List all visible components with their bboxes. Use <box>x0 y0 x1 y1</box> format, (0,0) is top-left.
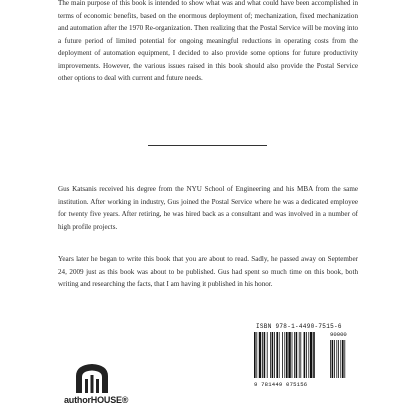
description-paragraph: The main purpose of this book is intended to show what was and what could have been accomplished in terms of economic benefits, based on the enormous deployment of; mechanization, fixed mechanization and automation after the 1970 Re-organization. Then realizing that the Postal Service will be moving into a future period of limited potential for ongoing meaningful reductions in operating costs from the deployment of automation equipment, I decided to also provide some options for future productivity improvements. However, the various issues raised in this book should also provide the Postal Service other options to deal with current and future needs. <box>58 0 358 82</box>
barcode-bar <box>274 332 275 378</box>
barcode-bar <box>270 332 271 378</box>
barcode-bar <box>276 332 278 378</box>
addon-bar <box>334 340 335 378</box>
addon-bar <box>338 340 339 378</box>
barcode-bars <box>254 332 350 380</box>
addon-bar <box>330 340 331 378</box>
barcode-bar <box>279 332 280 378</box>
barcode-bar <box>288 332 290 378</box>
section-divider <box>148 145 267 146</box>
barcode-bar <box>313 332 315 378</box>
barcode-bar <box>306 332 307 378</box>
barcode-bar <box>267 332 268 378</box>
addon-bar <box>344 340 345 378</box>
barcode-bar <box>272 332 274 378</box>
barcode-bar <box>304 332 306 378</box>
barcode-bar <box>259 332 261 378</box>
barcode-bar <box>262 332 263 378</box>
barcode-bar <box>299 332 300 378</box>
house-arch-icon <box>72 362 112 394</box>
addon-bar <box>332 340 334 378</box>
addon-bar <box>342 340 344 378</box>
barcode-bar <box>256 332 257 378</box>
barcode-bar <box>284 332 285 378</box>
memorial-paragraph: Years later he began to write this book that you are about to read. Sadly, he passed away on September 24, 2009 just as this book was about to be published. Gus had spent so much time on this book, both writing and researching the facts, that I am having it published in his honor. <box>58 255 358 288</box>
barcode-bar <box>300 332 301 378</box>
addon-bar <box>336 340 337 378</box>
author-bio-paragraph: Gus Katsanis received his degree from the NYU School of Engineering and his MBA from the same institution. After working in industry, Gus joined the Postal Service where he was a dedicated employee for twenty five years. After retiring, he was hired back as a consultant and was involved in a number of high profile projects. <box>58 185 358 231</box>
barcode-bar <box>296 332 298 378</box>
price-code: 90000 <box>330 331 347 338</box>
barcode-number: 9 781449 075156 <box>254 381 308 388</box>
barcode-bar <box>254 332 256 378</box>
isbn-text: ISBN 978-1-4490-7515-6 <box>256 323 342 330</box>
isbn-label <box>256 323 352 330</box>
barcode-bar <box>292 332 293 378</box>
barcode-bar <box>282 332 283 378</box>
barcode-bar <box>264 332 266 378</box>
barcode <box>250 323 352 388</box>
publisher-name: authorHOUSE® <box>64 395 129 405</box>
barcode-bar <box>310 332 312 378</box>
publisher-logo <box>64 362 129 406</box>
barcode-bar <box>308 332 309 378</box>
addon-bar <box>340 340 341 378</box>
barcode-bar <box>294 332 295 378</box>
barcode-bar <box>286 332 288 378</box>
